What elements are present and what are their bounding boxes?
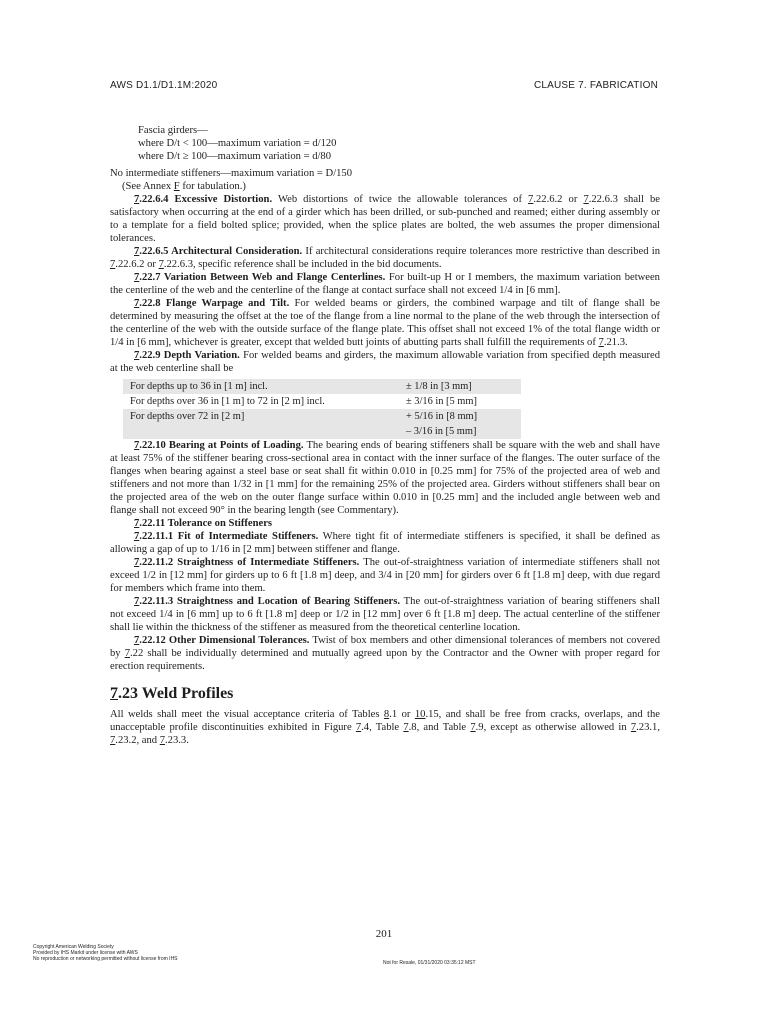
table-row	[123, 409, 521, 424]
fascia-title: Fascia girders—	[138, 125, 208, 136]
table-cell-value: ± 3/16 in [5 mm]	[406, 396, 477, 407]
xref-link[interactable]: 7	[583, 194, 589, 205]
fascia-line-1: where D/t < 100—maximum variation = d/120	[138, 138, 337, 149]
xref-link[interactable]: 7	[630, 722, 637, 733]
depth-variation-table	[123, 379, 521, 439]
xref-link[interactable]: 8	[383, 709, 390, 720]
footer-line-2: Provided by IHS Markit under license with AWS	[33, 950, 138, 956]
xref-link[interactable]: 7	[528, 194, 534, 205]
xref-link[interactable]: 7	[403, 722, 409, 733]
page-body	[110, 124, 660, 747]
resale-footer: Not for Resale, 01/31/2020 03:35:12 MST	[383, 960, 476, 966]
section-7-22-12: 7.22.12 Other Dimensional Tolerances. Twist of box members and other dimensional tolerances of members not covered by 7.22 shall be individually determined and mutually agreed upon by the Contractor and the Owner with proper regard for erection requirements.	[110, 635, 661, 672]
running-header-left: AWS D1.1/D1.1M:2020	[110, 80, 218, 91]
xref-link[interactable]: 7	[355, 722, 362, 733]
page-number: 201	[375, 928, 393, 940]
table-row	[123, 379, 521, 394]
xref-link[interactable]: 7	[124, 648, 130, 659]
footer-line-1: Copyright American Welding Society	[33, 944, 114, 950]
section-7-22-7: 7.22.7 Variation Between Web and Flange Centerlines. For built-up H or I members, the maximum variation between the centerline of the web and the centerline of the flange at contact surface shall not exceed 1/4 in [6 mm].	[110, 272, 660, 296]
xref-link[interactable]: 7	[158, 259, 164, 270]
footer-line-3: No reproduction or networking permitted without license from IHS	[33, 956, 178, 962]
table-cell-value: ± 1/8 in [3 mm]	[384, 379, 521, 394]
section-7-22-6-5: 7.22.6.5 Architectural Consideration. If architectural considerations require tolerances more restrictive than described in 7.22.6.2 or 7.22.6.3, specific reference shall be included in the bid documents.	[110, 246, 660, 270]
table-row	[123, 424, 521, 439]
section-7-22-11-1: 7.22.11.1 Fit of Intermediate Stiffeners. Where tight fit of intermediate stiffeners is specified, it shall be defined as allowing a gap of up to 1/16 in [2 mm] between stiffener and flange.	[110, 531, 661, 555]
annex-link[interactable]: F	[173, 181, 180, 192]
section-7-22-11-2: 7.22.11.2 Straightness of Intermediate Stiffeners. The out-of-straightness variation of intermediate stiffeners shall not exceed 1/2 in [12 mm] for girders up to 6 ft [1.8 m] deep, and 3/4 in [20 mm] for girders over 6 ft [1.8 m] deep, with due regard for members which frame into them.	[110, 557, 661, 594]
section-7-23-body: All welds shall meet the visual acceptance criteria of Tables 8.1 or 10.15, and shall be free from cracks, overlaps, and the unacceptable profile discontinuities exhibited in Figure 7.4, Table 7.8, and Table 7.9, except as otherwise allowed in 7.23.1, 7.23.2, and 7.23.3.	[110, 709, 660, 746]
section-heading-7-23: 7.23 Weld Profiles	[110, 685, 234, 702]
xref-link[interactable]: 7	[110, 259, 116, 270]
fascia-girders-block	[110, 124, 660, 163]
copyright-footer	[33, 944, 178, 962]
xref-link[interactable]: 7	[159, 735, 166, 746]
xref-link[interactable]: 7	[110, 735, 116, 746]
table-cell-label: For depths over 36 in [1 m] to 72 in [2 m] incl.	[130, 396, 325, 407]
table-cell-label: For depths over 72 in [2 m]	[123, 409, 384, 424]
table-cell-value: – 3/16 in [5 mm]	[384, 424, 521, 439]
section-7-22-8: 7.22.8 Flange Warpage and Tilt. For welded beams or girders, the combined warpage and tilt of flange shall be determined by measuring the offset at the toe of the flange from a line normal to the plane of the web through the intersection of the centerline of the web with the outside surface of the flange plate. This offset shall not exceed 1% of the total flange width or 1/4 in [6 mm], whichever is greater, except that welded butt joints of abutting parts shall fulfill the requirements of 7.21.3.	[110, 298, 660, 348]
table-cell-label	[123, 424, 384, 439]
xref-link[interactable]: 10	[414, 709, 426, 720]
section-7-22-6-4: 7.22.6.4 Excessive Distortion. Web distortions of twice the allowable tolerances of 7.22.6.2 or 7.22.6.3 shall be satisfactory when occurring at the end of a girder which has been drilled, or sub-punched and reamed; either during assembly or to a template for a field bolted splice; provided, when the splice plates are bolted, the web assumes the proper dimensional tolerances.	[110, 194, 661, 244]
section-7-22-10: 7.22.10 Bearing at Points of Loading. The bearing ends of bearing stiffeners shall be square with the web and shall have at least 75% of the stiffener bearing cross-sectional area in contact with the inner surface of the flanges. The outer surface of the flanges when bearing against a steel base or seat shall fit within 0.010 in [0.25 mm] for 75% of the projected area of web and stiffeners and not more than 1/32 in [1 mm] for the remaining 25% of the projected area. Girders without stiffeners shall bear on the projected area of the web on the outer flange surface within 0.010 in [0.25 mm] and the included angle between web and flange shall not exceed 90° in the bearing length (see Commentary).	[110, 440, 660, 516]
section-7-22-11-3: 7.22.11.3 Straightness and Location of Bearing Stiffeners. The out-of-straightness variation of bearing stiffeners shall not exceed 1/4 in [6 mm] up to 6 ft [1.8 m] deep or 1/2 in [12 mm] over 6 ft [1.8 m] deep. The actual centerline of the stiffener shall lie within the thickness of the stiffener as measured from the theoretical centerline location.	[110, 596, 661, 633]
section-7-22-11: 7.22.11 Tolerance on Stiffeners	[134, 518, 273, 529]
section-7-22-9: 7.22.9 Depth Variation. For welded beams and girders, the maximum allowable variation from specified depth measured at the web centerline shall be	[110, 350, 660, 374]
xref-link[interactable]: 7	[598, 337, 604, 348]
table-cell-label: For depths up to 36 in [1 m] incl.	[123, 379, 384, 394]
running-header-right: CLAUSE 7. FABRICATION	[533, 80, 658, 91]
xref-link[interactable]: 7	[470, 722, 476, 733]
table-row	[123, 394, 521, 409]
see-annex-note: (See Annex F for tabulation.)	[122, 181, 246, 192]
no-intermediate-stiffeners: No intermediate stiffeners—maximum variation = D/150	[110, 168, 353, 179]
table-cell-value: + 5/16 in [8 mm]	[384, 409, 521, 424]
fascia-line-2: where D/t ≥ 100—maximum variation = d/80	[138, 151, 332, 162]
